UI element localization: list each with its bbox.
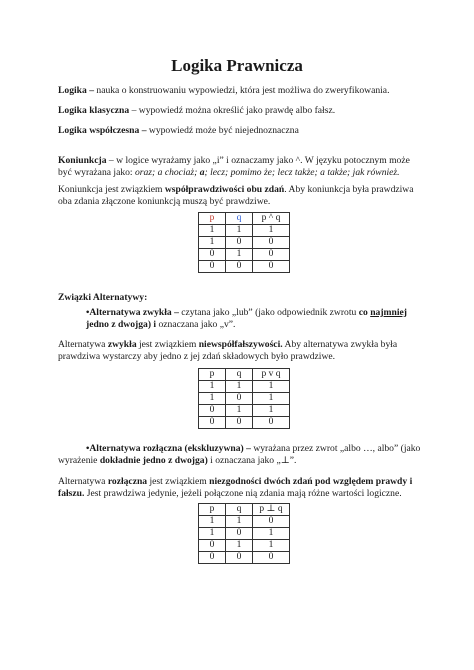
- table-cell: 1: [199, 225, 226, 237]
- alternatywa-rozlaczna-line-3: Alternatywa rozłączna jest związkiem niezgodności dwóch zdań pod względem prawdy i: [58, 476, 413, 487]
- table-cell: 0: [226, 552, 253, 564]
- table-cell: 1: [253, 381, 290, 393]
- table-header-row: [199, 213, 290, 225]
- table-row: [199, 225, 290, 237]
- truth-table-alternatywa-rozlaczna: [198, 503, 290, 564]
- page-title: Logika Prawnicza: [171, 56, 303, 75]
- table-cell: 1: [226, 249, 253, 261]
- table-cell: 0: [199, 540, 226, 552]
- definition-logika: Logika – nauka o konstruowaniu wypowiedzi, która jest możliwa do zweryfikowania.: [58, 85, 390, 96]
- alternatywa-rozlaczna-line-4: fałszu. Jest prawdziwa jedynie, jeżeli połączone nią zdania mają różne wartości logiczne.: [58, 488, 402, 499]
- table-cell: 1: [226, 381, 253, 393]
- alternatywa-rozlaczna-line-2: wyrażenie dokładnie jedno z dwojga) i oznaczana jako „⊥”.: [58, 455, 297, 466]
- table-cell: 0: [253, 417, 290, 429]
- table-header-row: [199, 369, 290, 381]
- table-cell: 1: [226, 225, 253, 237]
- table-row: [199, 516, 290, 528]
- table-row: [199, 552, 290, 564]
- table-cell: 0: [253, 249, 290, 261]
- table-cell: 0: [253, 516, 290, 528]
- table-cell: 0: [226, 528, 253, 540]
- table-row: [199, 540, 290, 552]
- table-cell: 0: [253, 552, 290, 564]
- table-header-cell: p ^ q: [253, 213, 290, 225]
- koniunkcja-line-1: Koniunkcja – w logice wyrażamy jako „i” i oznaczamy jako ^. W języku potocznym może: [58, 155, 410, 166]
- table-row: [199, 381, 290, 393]
- table-cell: 1: [199, 393, 226, 405]
- table-cell: 1: [226, 405, 253, 417]
- table-row: [199, 405, 290, 417]
- table-cell: 1: [226, 516, 253, 528]
- table-cell: 1: [253, 528, 290, 540]
- table-cell: 1: [199, 237, 226, 249]
- alternatywa-zwykla-line-3: Alternatywa zwykła jest związkiem niewspółfałszywości. Aby alternatywa zwykła była: [58, 339, 398, 350]
- table-header-cell: q: [226, 213, 253, 225]
- table-cell: 0: [226, 261, 253, 273]
- table-cell: 1: [253, 225, 290, 237]
- table-cell: 1: [199, 528, 226, 540]
- koniunkcja-line-4: oba zdania złączone koniunkcją muszą być prawdziwe.: [58, 196, 271, 207]
- table-cell: 0: [199, 417, 226, 429]
- koniunkcja-line-3: Koniunkcja jest związkiem współprawdziwości obu zdań. Aby koniunkcja była prawdziwa: [58, 184, 414, 195]
- table-header-cell: p ⊥ q: [253, 504, 290, 516]
- table-cell: 1: [199, 516, 226, 528]
- table-row: [199, 417, 290, 429]
- truth-table-alternatywa-zwykla: [198, 368, 290, 429]
- table-header-cell: p v q: [253, 369, 290, 381]
- table-row: [199, 237, 290, 249]
- alternatywa-zwykla-line-4: prawdziwa wystarczy aby jedno z jej zdań składowych było prawdziwe.: [58, 351, 336, 362]
- table-header-cell: q: [226, 369, 253, 381]
- table-cell: 0: [199, 552, 226, 564]
- table-cell: 0: [199, 405, 226, 417]
- table-row: [199, 261, 290, 273]
- table-header-cell: p: [199, 213, 226, 225]
- alternatywa-rozlaczna-line-1: •Alternatywa rozłączna (ekskluzywna) – wyrażana przez zwrot „albo …, albo” (jako: [86, 443, 421, 454]
- table-header-cell: p: [199, 504, 226, 516]
- definition-logika-wspolczesna: Logika współczesna – wypowiedź może być niejednoznaczna: [58, 125, 299, 136]
- truth-table-koniunkcja: [198, 212, 290, 273]
- koniunkcja-line-2: być wyrażana jako: oraz; a chociaż; a; lecz; pomimo że; lecz także; a także; jak również.: [58, 167, 400, 178]
- table-cell: 1: [199, 381, 226, 393]
- table-cell: 1: [226, 540, 253, 552]
- section-heading-alternatywy: Związki Alternatywy:: [58, 292, 148, 303]
- table-row: [199, 249, 290, 261]
- table-row: [199, 393, 290, 405]
- table-cell: 0: [199, 261, 226, 273]
- table-row: [199, 528, 290, 540]
- alternatywa-zwykla-line-1: •Alternatywa zwykła – czytana jako „lub” (jako odpowiednik zwrotu co najmniej: [86, 307, 407, 318]
- table-header-cell: p: [199, 369, 226, 381]
- table-cell: 1: [253, 405, 290, 417]
- table-header-cell: q: [226, 504, 253, 516]
- table-cell: 0: [253, 261, 290, 273]
- table-cell: 0: [226, 417, 253, 429]
- table-cell: 1: [253, 393, 290, 405]
- table-cell: 0: [253, 237, 290, 249]
- xor-symbol: ⊥: [280, 455, 290, 466]
- table-cell: 1: [253, 540, 290, 552]
- table-cell: 0: [226, 237, 253, 249]
- table-cell: 0: [226, 393, 253, 405]
- table-header-row: [199, 504, 290, 516]
- table-cell: 0: [199, 249, 226, 261]
- alternatywa-zwykla-line-2: jedno z dwojga) i oznaczana jako „v”.: [86, 319, 236, 330]
- definition-logika-klasyczna: Logika klasyczna – wypowiedź można określić jako prawdę albo fałsz.: [58, 105, 336, 116]
